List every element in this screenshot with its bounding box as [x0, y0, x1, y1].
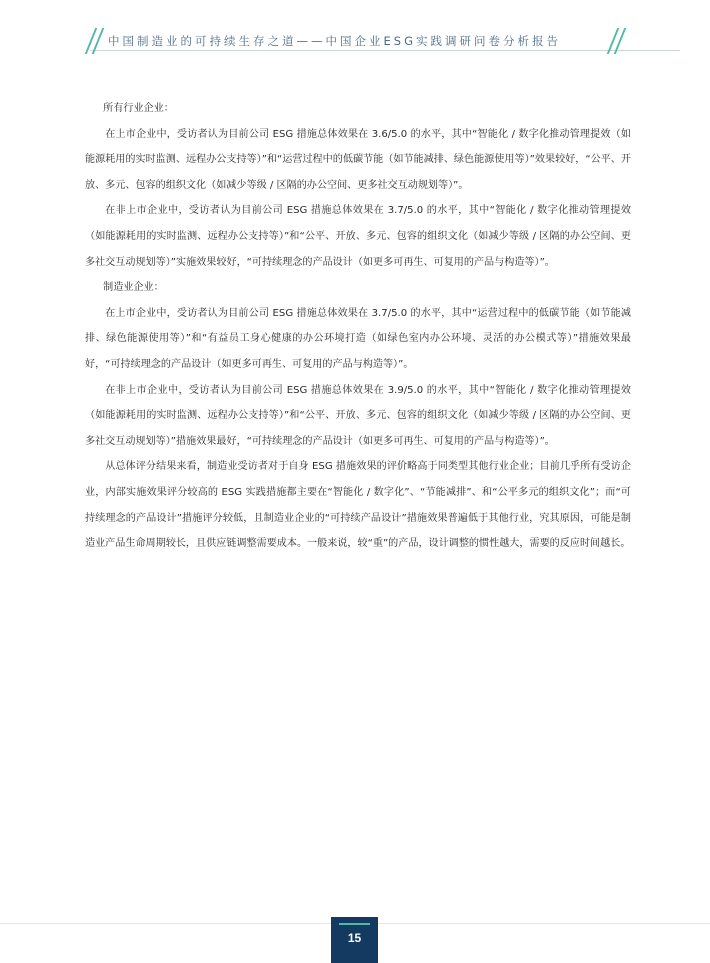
slash-decoration-right	[606, 28, 628, 54]
page-number: 15	[347, 931, 362, 945]
paragraph-unlisted-manufacturing: 在非上市企业中，受访者认为目前公司 ESG 措施总体效果在 3.9/5.0 的水平，其中“智能化 / 数字化推动管理提效（如能源耗用的实时监测、远程办公支持等）”和“公平、开放、多元、包容的组织文化（如减少等级 / 区隔的办公空间、更多社交互动规划等）”措施效果最好，“可持续理念的产品设计（如更多可再生、可复用的产品与构造等）”。	[85, 384, 631, 447]
slash-decoration-left	[84, 28, 106, 54]
paragraph-unlisted-all: 在非上市企业中，受访者认为目前公司 ESG 措施总体效果在 3.7/5.0 的水平，其中“智能化 / 数字化推动管理提效（如能源耗用的实时监测、远程办公支持等）”和“公平、开放、多元、包容的组织文化（如减少等级 / 区隔的办公空间、更多社交互动规划等）”实施效果较好，“可持续理念的产品设计（如更多可再生、可复用的产品与构造等）”。	[85, 205, 631, 268]
paragraph-listed-manufacturing: 在上市企业中，受访者认为目前公司 ESG 措施总体效果在 3.7/5.0 的水平，其中“运营过程中的低碳节能（如节能减排、绿色能源使用等）”和“有益员工身心健康的办公环境打造（如绿色室内办公环境、灵活的办公模式等）”措施效果最好，“可持续理念的产品设计（如更多可再生、可复用的产品与构造等）”。	[85, 307, 631, 370]
page-number-badge	[331, 917, 378, 963]
page-header	[0, 26, 710, 60]
paragraph-listed-all: 在上市企业中，受访者认为目前公司 ESG 措施总体效果在 3.6/5.0 的水平，其中“智能化 / 数字化推动管理提效（如能源耗用的实时监测、远程办公支持等）”和“运营过程中的低碳节能（如节能减排、绿色能源使用等）”效果较好，“公平、开放、多元、包容的组织文化（如减少等级 / 区隔的办公空间、更多社交互动规划等）”。	[85, 128, 631, 191]
section-heading-manufacturing: 制造业企业：	[103, 282, 164, 294]
page-number-accent	[339, 923, 370, 925]
header-title: 中国制造业的可持续生存之道——中国企业ESG实践调研问卷分析报告	[108, 34, 561, 48]
report-body	[85, 96, 631, 557]
header-divider	[90, 50, 680, 51]
paragraph-summary: 从总体评分结果来看，制造业受访者对于自身 ESG 措施效果的评价略高于同类型其他行业企业；目前几乎所有受访企业，内部实施效果评分较高的 ESG 实践措施都主要在“智能化 / 数字化”、“节能减排”、和“公平多元的组织文化”；而“可持续理念的产品设计”措施评分较低，且制造业企业的“可持续产品设计”措施效果普遍低于其他行业，究其原因，可能是制造业产品生命周期较长，且供应链调整需要成本。一般来说，较“重”的产品，设计调整的惯性越大，需要的反应时间越长。	[85, 461, 631, 550]
section-heading-all-industries: 所有行业企业：	[103, 103, 174, 114]
